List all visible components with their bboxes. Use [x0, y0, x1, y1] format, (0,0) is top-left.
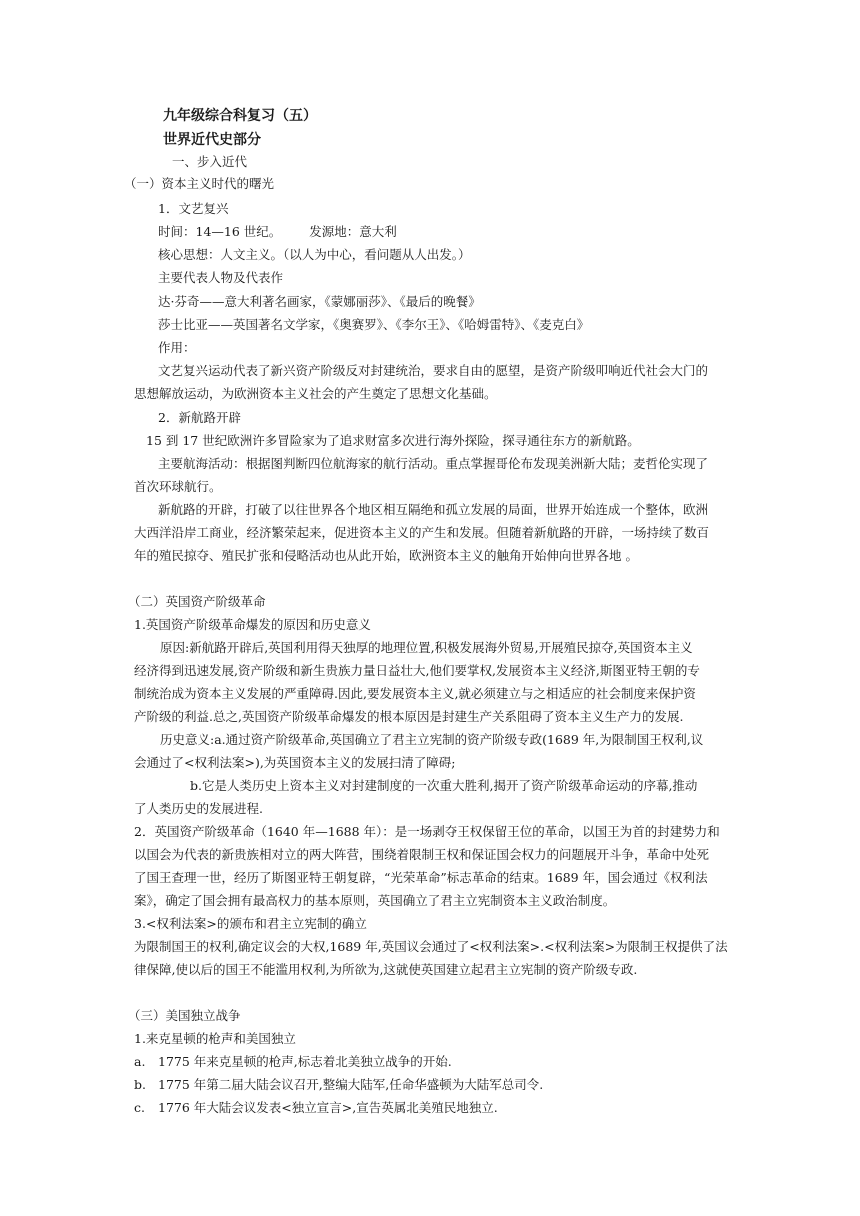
item-heading: 1.来克星顿的枪声和美国独立	[134, 1031, 296, 1046]
list-text: 1775 年来克星顿的枪声,标志着北美独立战争的开始.	[158, 1054, 452, 1069]
text-line: 大西洋沿岸工商业，经济繁荣起来，促进资本主义的产生和发展。但随着新航路的开辟，一场持续了数百	[134, 525, 710, 540]
text-line: 2．英国资产阶级革命（1640 年—1688 年）：是一场剥夺王权保留王位的革命，以国王为首的封建势力和	[134, 824, 720, 839]
text-line: 为限制国王的权利,确定议会的大权,1689 年,英国议会通过了<权利法案>.<权利法案>为限制王权提供了法	[134, 939, 728, 954]
text-line: 核心思想：人文主义。（以人为中心，看问题从人出发。）	[158, 247, 471, 262]
text-line: 了国王查理一世，经历了斯图亚特王朝复辟，“光荣革命”标志革命的结束。1689 年，国会通过《权利法	[134, 870, 708, 885]
list-marker: b.	[134, 1077, 146, 1092]
text-line: 历史意义:a.通过资产阶级革命,英国确立了君主立宪制的资产阶级专政(1689 年,为限制国王权利,议	[160, 732, 704, 747]
text-line: 案》，确定了国会拥有最高权力的基本原则，英国确立了君主立宪制资本主义政治制度。	[134, 893, 616, 908]
time-text: 时间：14—16 世纪。	[158, 224, 282, 239]
section-heading: 一、步入近代	[172, 154, 248, 169]
text-line: 达·芬奇——意大利著名画家，《蒙娜丽莎》、《最后的晚餐》	[158, 294, 481, 309]
text-line: 原因:新航路开辟后,英国利用得天独厚的地理位置,积极发展海外贸易,开展殖民掠夺,英国资本主义	[160, 640, 693, 655]
item-heading: 3.<权利法案>的颁布和君主立宪制的确立	[134, 916, 367, 931]
text-line: 主要航海活动：根据图判断四位航海家的航行活动。重点掌握哥伦布发现美洲新大陆；麦哲伦实现了	[158, 456, 709, 471]
text-line: 主要代表人物及代表作	[158, 270, 284, 285]
text-line: 以国会为代表的新贵族相对立的两大阵营，围绕着限制王权和保证国会权力的问题展开斗争，革命中处死	[134, 847, 710, 862]
subsection-heading: （二）英国资产阶级革命	[128, 594, 266, 609]
list-marker: c.	[134, 1100, 145, 1115]
list-text: 1776 年大陆会议发表<独立宣言>,宣告英属北美殖民地独立.	[158, 1100, 498, 1115]
origin-text: 发源地：意大利	[309, 224, 397, 239]
text-line: b.它是人类历史上资本主义对封建制度的一次重大胜利,揭开了资产阶级革命运动的序幕,推动	[190, 778, 698, 793]
subsection-heading: （一）资本主义时代的曙光	[124, 176, 275, 191]
text-line: 作用：	[158, 340, 196, 355]
list-text: 1775 年第二届大陆会议召开,整编大陆军,任命华盛顿为大陆军总司令.	[158, 1077, 544, 1092]
item-heading: 1．文艺复兴	[158, 201, 229, 216]
subsection-heading: （三）美国独立战争	[128, 1008, 241, 1023]
text-line: 了人类历史的发展进程.	[134, 801, 263, 816]
item-heading: 1.英国资产阶级革命爆发的原因和历史意义	[134, 617, 371, 632]
text-line: 15 到 17 世纪欧洲许多冒险家为了追求财富多次进行海外探险，探寻通往东方的新航路。	[146, 433, 640, 448]
text-line: 思想解放运动，为欧洲资本主义社会的产生奠定了思想文化基础。	[134, 386, 497, 401]
document-title: 九年级综合科复习（五）	[163, 108, 317, 124]
text-line: 莎士比亚——英国著名文学家，《奥赛罗》、《李尔王》、《哈姆雷特》、《麦克白》	[158, 317, 590, 332]
text-line: 制统治成为资本主义发展的严重障碍.因此,要发展资本主义,就必须建立与之相适应的社会制度来保护资	[134, 686, 696, 701]
list-marker: a.	[134, 1054, 146, 1069]
item-heading: 2．新航路开辟	[158, 410, 241, 425]
text-line: 产阶级的利益.总之,英国资产阶级革命爆发的根本原因是封建生产关系阻碍了资本主义生产力的发展.	[134, 709, 684, 724]
list-item	[134, 1077, 544, 1093]
text-line: 文艺复兴运动代表了新兴资产阶级反对封建统治，要求自由的愿望，是资产阶级叩响近代社会大门的	[158, 363, 709, 378]
list-item	[134, 1054, 452, 1070]
text-line: 首次环球航行。	[134, 479, 222, 494]
text-line: 新航路的开辟，打破了以往世界各个地区相互隔绝和孤立发展的局面，世界开始连成一个整体，欧洲	[158, 502, 709, 517]
text-line: 经济得到迅速发展,资产阶级和新生贵族力量日益壮大,他们要掌权,发展资本主义经济,斯图亚特王朝的专	[134, 663, 700, 678]
text-line: 年的殖民掠夺、殖民扩张和侵略活动也从此开始，欧洲资本主义的触角开始伸向世界各地 。	[134, 548, 638, 563]
text-line: 会通过了<权利法案>),为英国资本主义的发展扫清了障碍;	[134, 755, 456, 770]
document-subtitle: 世界近代史部分	[163, 132, 261, 148]
list-item	[134, 1100, 498, 1116]
text-line	[158, 224, 397, 240]
text-line: 律保障,使以后的国王不能滥用权利,为所欲为,这就使英国建立起君主立宪制的资产阶级专政.	[134, 962, 638, 977]
